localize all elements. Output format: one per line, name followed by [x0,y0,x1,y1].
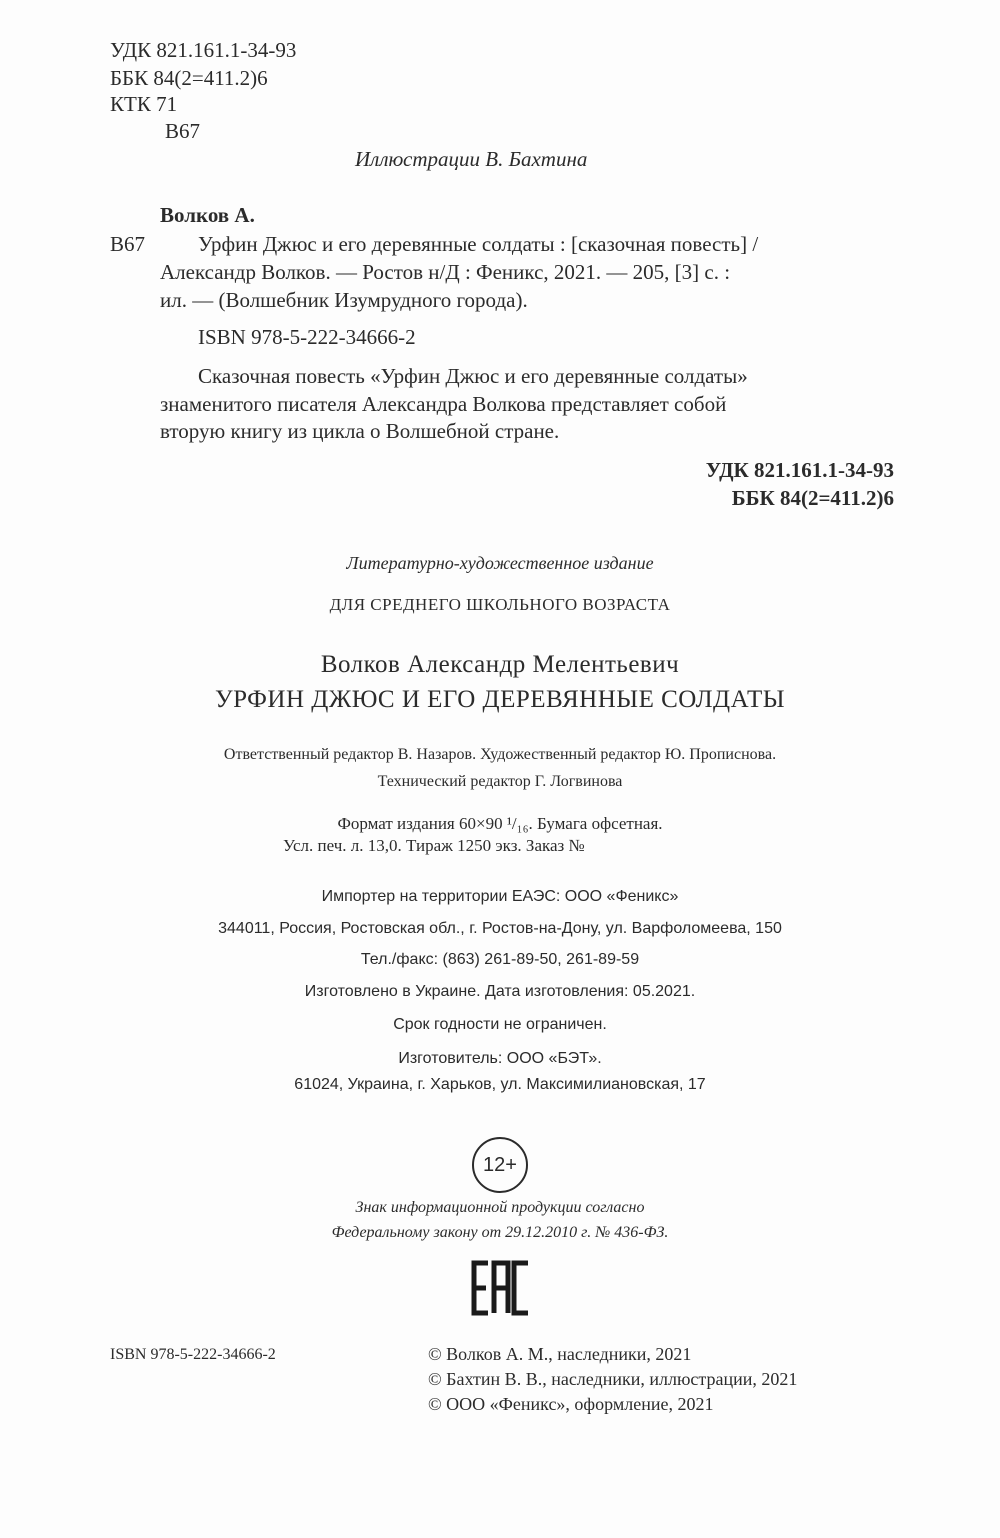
age-rating-badge: 12+ [472,1137,528,1193]
catalog-author: Волков А. [160,203,255,227]
annotation-line: Сказочная повесть «Урфин Джюс и его деревянные солдаты» [198,364,748,388]
catalog-line: Урфин Джюс и его деревянные солдаты : [сказочная повесть] / [198,232,759,256]
eac-conformity-mark [470,1260,532,1316]
audience: ДЛЯ СРЕДНЕГО ШКОЛЬНОГО ВОЗРАСТА [329,595,671,614]
format-line: Формат издания 60×90 ¹/₁₆. Бумага офсетная. [337,814,663,833]
footer-isbn: ISBN 978-5-222-34666-2 [110,1346,276,1363]
catalog-line: Александр Волков. — Ростов н/Д : Феникс, 2021. — 205, [3] с. : [160,260,731,284]
editors-line: Технический редактор Г. Логвинова [377,773,623,790]
edition-type: Литературно-художественное издание [346,553,654,573]
udk-code: УДК 821.161.1-34-93 [110,38,297,62]
format-line: Усл. печ. л. 13,0. Тираж 1250 экз. Заказ № [283,836,585,855]
importer-address: 344011, Россия, Ростовская обл., г. Ростов-на-Дону, ул. Варфоломеева, 150 [218,920,782,937]
illustrator-credit: Иллюстрации В. Бахтина [355,147,588,171]
bbk-code: ББК 84(2=411.2)6 [110,66,268,90]
catalog-sign: В67 [110,232,146,256]
annotation-line: знаменитого писателя Александра Волкова представляет собой [160,392,727,416]
book-title: УРФИН ДЖЮС И ЕГО ДЕРЕВЯННЫЕ СОЛДАТЫ [214,686,786,713]
catalog-line: ил. — (Волшебник Изумрудного города). [160,288,528,312]
copyright-line: © Волков А. М., наследники, 2021 [428,1344,692,1364]
author-sign: В67 [165,119,201,143]
catalog-isbn: ISBN 978-5-222-34666-2 [198,325,416,349]
importer-phone: Тел./факс: (863) 261-89-50, 261-89-59 [360,951,640,968]
manufacture-date: Изготовлено в Украине. Дата изготовления: 05.2021. [304,983,696,1000]
copyright-line: © ООО «Феникс», оформление, 2021 [428,1394,714,1414]
age-note-line: Федеральному закону от 29.12.2010 г. № 436-ФЗ. [331,1224,669,1241]
manufacturer: Изготовитель: ООО «БЭТ». [398,1050,602,1067]
copyright-line: © Бахтин В. В., наследники, иллюстрации, 2021 [428,1369,798,1389]
ktk-code: КТК 71 [110,92,178,116]
catalog-bbk: ББК 84(2=411.2)6 [731,486,894,510]
author-full-name: Волков Александр Мелентьевич [320,651,680,678]
shelf-life: Срок годности не ограничен. [393,1016,607,1033]
annotation-line: вторую книгу из цикла о Волшебной стране. [160,419,560,443]
manufacturer-address: 61024, Украина, г. Харьков, ул. Максимилиановская, 17 [294,1076,706,1093]
age-note-line: Знак информационной продукции согласно [355,1199,645,1216]
catalog-udk: УДК 821.161.1-34-93 [705,458,894,482]
importer-line: Импортер на территории ЕАЭС: ООО «Феникс» [321,888,679,905]
editors-line: Ответственный редактор В. Назаров. Художественный редактор Ю. Прописнова. [223,746,777,763]
